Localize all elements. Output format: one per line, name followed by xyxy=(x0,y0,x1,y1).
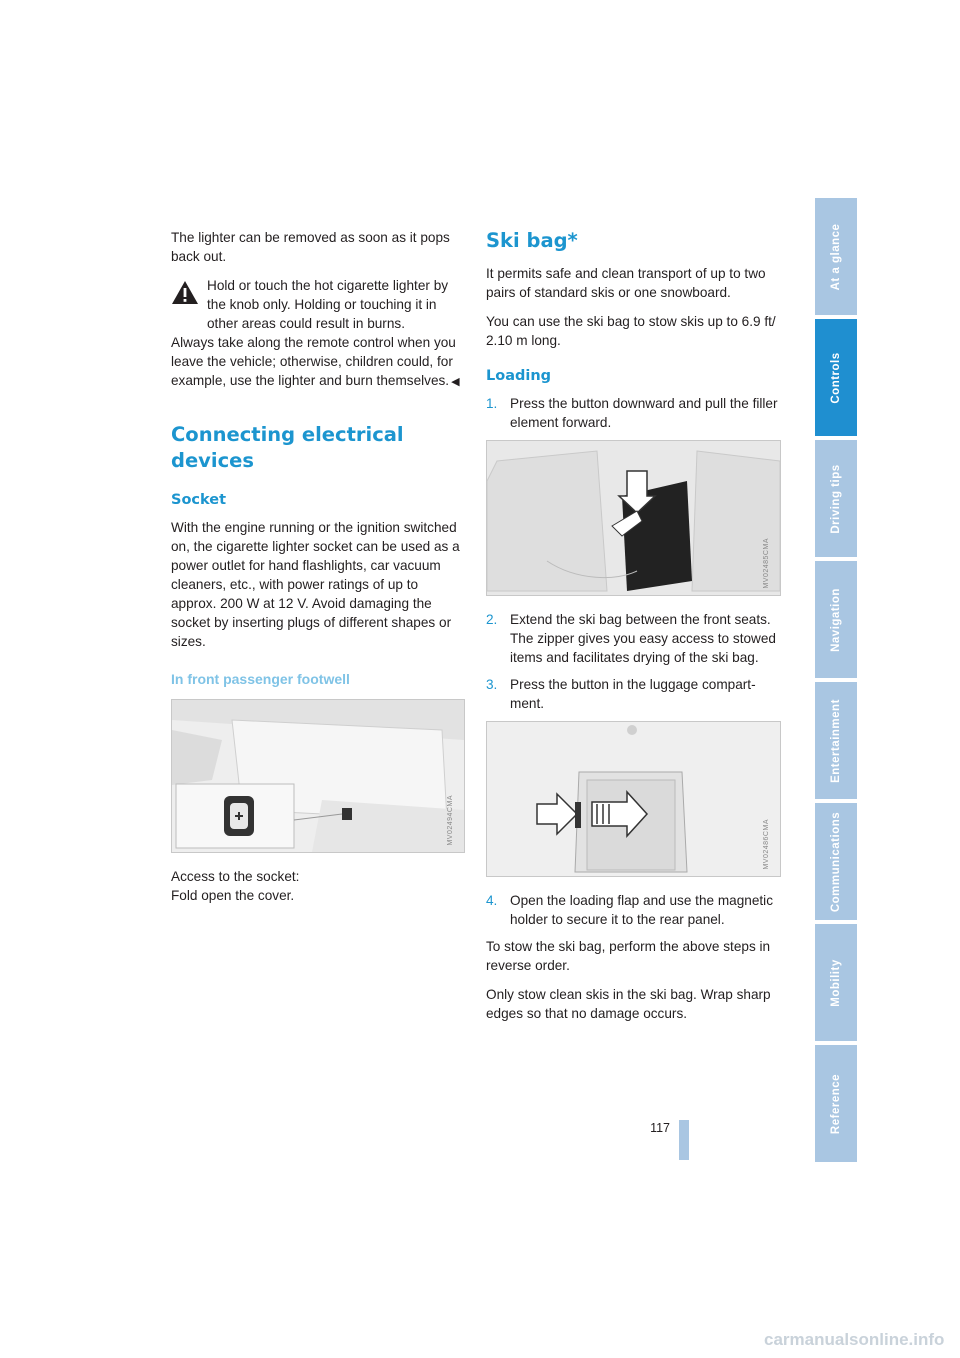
figure-code: MV02494CMA xyxy=(447,795,454,846)
step-item xyxy=(486,610,780,667)
warning-text: Hold or touch the hot cigarette lighter by the knob only. Holding or touching it in other areas could result in burns. xyxy=(207,278,449,331)
step-text: Press the button downward and pull the filler element forward. xyxy=(510,396,778,430)
ski-bag-figure-1 xyxy=(486,440,781,596)
page-number: 117 xyxy=(650,1121,670,1135)
tab-label: Navigation xyxy=(830,587,842,652)
figure-code: MV02485CMA xyxy=(763,538,770,589)
step-item xyxy=(486,675,780,713)
ski-outro-2: Only stow clean skis in the ski bag. Wrap sharp edges so that no damage occurs. xyxy=(486,987,771,1021)
step-item xyxy=(486,891,780,929)
step-number: 2. xyxy=(486,612,498,627)
access-line-2: Fold open the cover. xyxy=(171,888,295,903)
tab-navigation[interactable] xyxy=(815,561,857,678)
warning-icon xyxy=(171,280,199,305)
warning-text-2-body: Always take along the remote control when you leave the vehicle; otherwise, children could, for example, use the lighter and burn themselves. xyxy=(171,335,456,388)
warning-text-2 xyxy=(171,333,465,392)
socket-text: With the engine running or the ignition switched on, the cigarette lighter socket can be used as a power outlet for hand flashlights, car vacuum cleaners, etc., with power ratings of up to approx. 200 W at 12 V. Avoid damaging the socket by inserting plugs of different shapes or sizes. xyxy=(171,520,460,649)
tab-entertainment[interactable] xyxy=(815,682,857,799)
ski-bag-figure-2 xyxy=(486,721,781,877)
section-heading-ski-bag: Ski bag* xyxy=(486,229,578,252)
ski-outro-1: To stow the ski bag, perform the above steps in reverse order. xyxy=(486,939,771,973)
tab-label: Entertainment xyxy=(830,698,842,783)
step-item xyxy=(486,394,780,432)
subheading-socket: Socket xyxy=(171,492,227,508)
warning-block xyxy=(171,276,465,333)
section-heading-electrical: Connecting electrical devices xyxy=(171,423,404,472)
figure-code: MV02486CMA xyxy=(763,819,770,870)
tab-label: Reference xyxy=(830,1073,842,1134)
tab-label: Mobility xyxy=(830,958,842,1007)
left-column xyxy=(171,228,465,915)
tab-reference[interactable] xyxy=(815,1045,857,1162)
step-text: Open the loading flap and use the magnetic holder to secure it to the rear panel. xyxy=(510,893,774,927)
access-line-1: Access to the socket: xyxy=(171,869,300,884)
step-text: Extend the ski bag between the front seats. The zipper gives you easy access to stowed items and facilitates drying of the ski bag. xyxy=(510,612,776,665)
ski-intro-1: It permits safe and clean transport of up to two pairs of standard skis or one snowboard. xyxy=(486,266,766,300)
tab-label: Driving tips xyxy=(830,463,842,534)
watermark: carmanualsonline.info xyxy=(764,1330,945,1349)
step-number: 4. xyxy=(486,893,498,908)
tab-communications[interactable] xyxy=(815,803,857,920)
tab-at-a-glance[interactable] xyxy=(815,198,857,315)
luggage-compartment-illustration xyxy=(487,722,780,876)
chapter-tabs xyxy=(815,198,857,1166)
steps-list-c xyxy=(486,891,780,929)
page-marker-bar xyxy=(679,1120,689,1160)
steps-list-b xyxy=(486,610,780,713)
subheading-footwell: In front passenger footwell xyxy=(171,671,350,687)
tab-label: Controls xyxy=(830,351,842,404)
tab-label: Communications xyxy=(830,811,842,912)
tab-mobility[interactable] xyxy=(815,924,857,1041)
tab-driving-tips[interactable] xyxy=(815,440,857,557)
step-number: 1. xyxy=(486,396,498,411)
subheading-loading: Loading xyxy=(486,368,552,384)
step-text: Press the button in the luggage compart-ment. xyxy=(510,677,756,711)
ski-intro-2: You can use the ski bag to stow skis up to 6.9 ft/ 2.10 m long. xyxy=(486,314,776,348)
step-number: 3. xyxy=(486,677,498,692)
rear-seat-illustration xyxy=(487,441,780,595)
lighter-intro: The lighter can be removed as soon as it pops back out. xyxy=(171,230,450,264)
steps-list-a xyxy=(486,394,780,432)
tab-label: At a glance xyxy=(830,223,842,290)
footwell-illustration xyxy=(172,700,464,852)
tab-controls[interactable] xyxy=(815,319,857,436)
footwell-figure xyxy=(171,699,465,853)
end-mark-icon: ◀ xyxy=(451,376,460,388)
right-column xyxy=(486,228,780,1033)
